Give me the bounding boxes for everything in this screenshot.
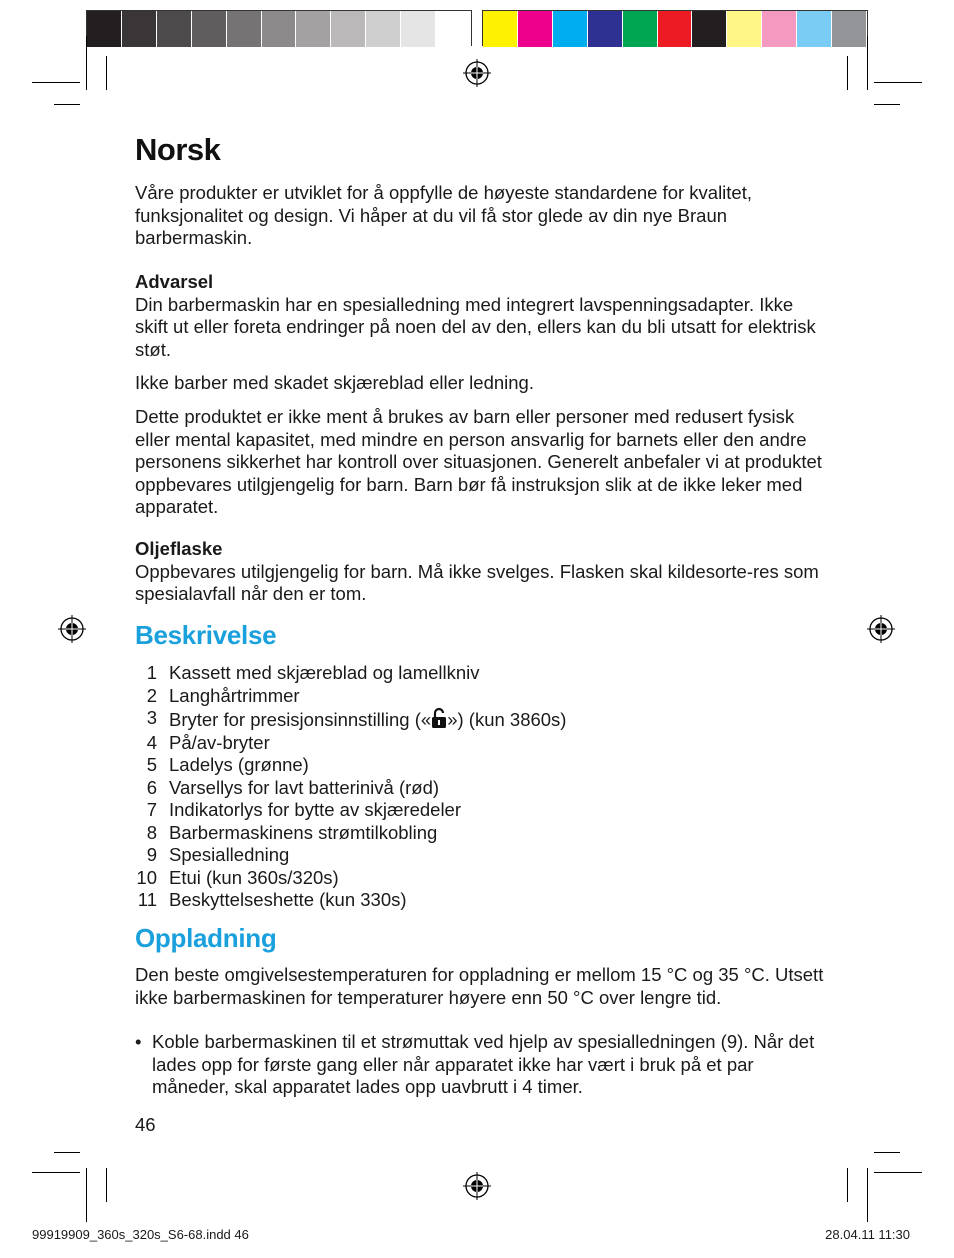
gray-swatch [87,11,122,47]
charging-paragraph: Den beste omgivelsestemperaturen for oppladning er mellom 15 °C og 35 °C. Utsett ikke barbermaskinen for temperaturer høyere enn 50 °C over lengre tid. [135,964,824,1008]
charging-bullet-text: Koble barbermaskinen til et strømuttak ved hjelp av spesialledningen (9). Når det lades opp for første gang eller når apparatet ikke har vært i bruk på et par måneder, skal apparatet lades opp uavbrutt i 4 timer. [152,1031,815,1097]
crop-mark [847,1168,848,1202]
crop-mark [86,36,87,90]
list-item: 9 Spesialledning [146,844,290,865]
color-swatch [762,11,797,47]
gray-swatch [296,11,331,47]
crop-mark [54,104,80,105]
warning-text: Din barbermaskin har en spesialledning med integrert lavspenningsadapter. Ikke skift ut eller foreta endringer på noen del av den, ellers kan du bli utsatt for elektrisk støt. [135,293,816,360]
gray-swatch [262,11,297,47]
gray-swatch [331,11,366,47]
list-item: 2 Langhårtrimmer [146,684,300,706]
color-swatch [727,11,762,47]
unlock-icon [431,707,447,729]
list-item: 4 På/av-bryter [146,731,270,753]
color-swatch [832,11,867,47]
color-calibration-bar [482,10,868,46]
footer-date: 28.04.11 11:30 [825,1227,910,1242]
description-list [135,662,735,912]
crop-mark [106,56,107,90]
list-item: 1 Kassett med skjæreblad og lamellkniv [146,662,480,683]
description-heading: Beskrivelse [135,620,277,650]
registration-mark-icon [463,1172,491,1200]
gray-swatch [366,11,401,47]
list-item: 7 Indikatorlys for bytte av skjæredeler [146,799,462,820]
crop-mark [54,1152,80,1153]
color-swatch [692,11,727,47]
gray-swatch [401,11,436,47]
color-swatch [797,11,832,47]
intro-paragraph: Våre produkter er utviklet for å oppfylle de høyeste standardene for kvalitet, funksjonalitet og design. Vi håper at du vil få stor glede av din nye Braun barbermaskin. [135,182,752,248]
crop-mark [874,1152,900,1153]
color-swatch [518,11,553,47]
warning-heading: Advarsel [135,271,214,292]
list-item: 5 Ladelys (grønne) [146,754,309,775]
gray-swatch [122,11,157,47]
oil-section [135,538,825,606]
gray-calibration-bar [86,10,472,46]
crop-mark [874,82,922,83]
gray-swatch [227,11,262,47]
color-swatch [658,11,693,47]
list-item: 8 Barbermaskinens strømtilkobling [146,821,438,843]
list-item: 3 Bryter for presisjonsinnstilling (« ») (kun 3860s) [146,707,567,730]
color-swatch [553,11,588,47]
footer-filename: 99919909_360s_320s_S6-68.indd 46 [32,1227,249,1242]
warning-paragraph-2: Ikke barber med skadet skjæreblad eller ledning. [135,372,534,393]
list-item: 11 Beskyttelseshette (kun 330s) [137,889,407,910]
oil-text: Oppbevares utilgjengelig for barn. Må ikke svelges. Flasken skal kildesorte-res som spesialavfall når den er tom. [135,560,819,604]
crop-mark [874,104,900,105]
charging-heading: Oppladning [135,923,277,953]
crop-mark [867,36,868,90]
gray-swatch [157,11,192,47]
crop-mark [32,82,80,83]
bullet-icon: • [135,1031,142,1052]
warning-paragraph-3: Dette produktet er ikke ment å brukes av barn eller personer med redusert fysisk eller mental kapasitet, med mindre en person ansvarlig for barnets eller den andre personens sikkerhet har kontroll over situasjonen. Generelt anbefaler vi at produktet oppbevares utilgjengelig for barn. Barn bør få instruksjon slik at de ikke leker med apparatet. [135,406,822,517]
gray-swatch [436,11,471,47]
list-item: 10 Etui (kun 360s/320s) [136,866,339,888]
oil-heading: Oljeflaske [135,538,223,559]
color-swatch [623,11,658,47]
color-swatch [483,11,518,47]
crop-mark [874,1172,922,1173]
registration-mark-icon [58,615,86,643]
crop-mark [867,1168,868,1222]
warning-section [135,271,825,361]
crop-mark [32,1172,80,1173]
registration-mark-icon [867,615,895,643]
crop-mark [86,1168,87,1222]
crop-mark [106,1168,107,1202]
page-title: Norsk [135,132,221,167]
crop-mark [847,56,848,90]
list-item: 6 Varsellys for lavt batterinivå (rød) [146,776,440,798]
registration-mark-icon [463,59,491,87]
color-swatch [588,11,623,47]
page-number: 46 [135,1114,156,1135]
charging-bullet [135,1031,825,1099]
gray-swatch [192,11,227,47]
